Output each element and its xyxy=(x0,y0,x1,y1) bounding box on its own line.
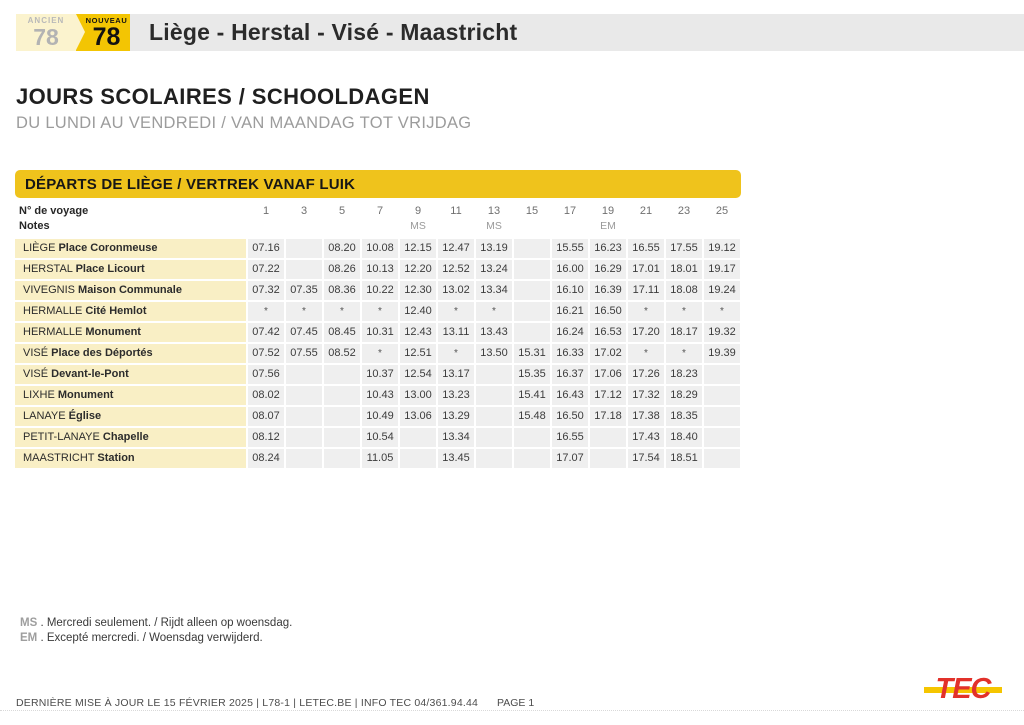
note-cell xyxy=(552,219,588,234)
stop-name: Monument xyxy=(57,389,114,401)
time-cell: 13.34 xyxy=(476,281,512,300)
cut-line xyxy=(0,710,1024,711)
time-cell: * xyxy=(286,302,322,321)
time-cell: 17.02 xyxy=(590,344,626,363)
time-cell: 10.37 xyxy=(362,365,398,384)
notes-row-label: Notes xyxy=(19,220,50,232)
table-row xyxy=(15,219,741,234)
time-cell: 16.43 xyxy=(552,386,588,405)
trip-number-cell: 1 xyxy=(262,205,270,217)
time-cell: 10.49 xyxy=(362,407,398,426)
time-cell: 12.54 xyxy=(400,365,436,384)
table-row xyxy=(15,204,741,219)
stop-name: Monument xyxy=(85,326,141,338)
time-cell: 10.13 xyxy=(362,260,398,279)
time-cell: 07.52 xyxy=(248,344,284,363)
stop-label xyxy=(15,302,246,321)
time-cell: * xyxy=(666,344,702,363)
time-cell xyxy=(704,428,740,447)
stop-city: MAASTRICHT xyxy=(23,452,98,464)
old-line-number: 78 xyxy=(33,24,59,50)
time-cell: 17.26 xyxy=(628,365,664,384)
time-cell: 13.24 xyxy=(476,260,512,279)
trip-number-cell: 21 xyxy=(639,205,653,217)
time-cell: 17.07 xyxy=(552,449,588,468)
table-row xyxy=(15,407,741,426)
time-cell xyxy=(514,449,550,468)
tec-logo-text: TEC xyxy=(935,672,991,705)
trip-number-cell: 13 xyxy=(487,205,501,217)
stop-name: Devant-le-Pont xyxy=(51,368,129,380)
trip-number-cell: 7 xyxy=(376,205,384,217)
time-cell: 07.35 xyxy=(286,281,322,300)
time-cell: 10.54 xyxy=(362,428,398,447)
time-cell xyxy=(514,239,550,258)
time-cell: 15.31 xyxy=(514,344,550,363)
time-cell: 13.34 xyxy=(438,428,474,447)
time-cell: 16.33 xyxy=(552,344,588,363)
timetable-title-bar: DÉPARTS DE LIÈGE / VERTREK VANAF LUIK xyxy=(15,170,741,198)
time-cell: 07.55 xyxy=(286,344,322,363)
trip-number-row-label: N° de voyage xyxy=(19,205,89,217)
time-cell: 10.43 xyxy=(362,386,398,405)
time-cell: 18.01 xyxy=(666,260,702,279)
stop-name: Maison Communale xyxy=(78,284,182,296)
footer-info: DERNIÈRE MISE À JOUR LE 15 FÉVRIER 2025 | L78-1 | LETEC.BE | INFO TEC 04/361.94.44 xyxy=(16,697,479,709)
note-cell: EM xyxy=(600,220,616,232)
time-cell: 16.10 xyxy=(552,281,588,300)
time-cell: 17.43 xyxy=(628,428,664,447)
time-cell: 13.11 xyxy=(438,323,474,342)
trip-number-cell: 23 xyxy=(677,205,691,217)
trip-number-cell: 17 xyxy=(563,205,577,217)
table-row xyxy=(15,344,741,363)
time-cell: * xyxy=(248,302,284,321)
time-cell xyxy=(704,386,740,405)
route-title: Liège - Herstal - Visé - Maastricht xyxy=(130,14,1024,51)
time-cell xyxy=(286,239,322,258)
time-cell: 10.22 xyxy=(362,281,398,300)
stop-name: Église xyxy=(68,410,102,422)
time-cell: 17.12 xyxy=(590,386,626,405)
time-cell: * xyxy=(666,302,702,321)
time-cell xyxy=(476,407,512,426)
time-cell: 08.02 xyxy=(248,386,284,405)
time-cell: 10.08 xyxy=(362,239,398,258)
timetable xyxy=(15,170,741,470)
section-subtitle: DU LUNDI AU VENDREDI / VAN MAANDAG TOT VRIJDAG xyxy=(16,114,472,132)
time-cell: 15.48 xyxy=(514,407,550,426)
stop-name: Place Licourt xyxy=(75,263,145,275)
stop-label xyxy=(15,365,246,384)
time-cell: 07.22 xyxy=(248,260,284,279)
time-cell: 16.29 xyxy=(590,260,626,279)
time-cell xyxy=(324,386,360,405)
time-cell xyxy=(514,260,550,279)
time-cell: 17.54 xyxy=(628,449,664,468)
stop-city: VISÉ xyxy=(23,368,52,380)
stop-name: Chapelle xyxy=(102,431,149,443)
legend-code: EM xyxy=(20,632,38,644)
time-cell: 16.23 xyxy=(590,239,626,258)
new-line-label: NOUVEAU xyxy=(85,15,128,25)
time-cell: 18.08 xyxy=(666,281,702,300)
time-cell: 18.29 xyxy=(666,386,702,405)
legend xyxy=(20,616,292,646)
time-cell: 10.31 xyxy=(362,323,398,342)
legend-line xyxy=(20,616,292,631)
time-cell: 18.40 xyxy=(666,428,702,447)
stop-label xyxy=(15,323,246,342)
time-cell xyxy=(514,428,550,447)
time-cell: 13.45 xyxy=(438,449,474,468)
stop-city: HERMALLE xyxy=(23,326,86,338)
time-cell: 08.52 xyxy=(324,344,360,363)
time-cell: 17.55 xyxy=(666,239,702,258)
time-cell: 08.45 xyxy=(324,323,360,342)
time-cell: * xyxy=(704,302,740,321)
time-cell: 08.12 xyxy=(248,428,284,447)
time-cell: 12.15 xyxy=(400,239,436,258)
trip-number-cell: 5 xyxy=(338,205,346,217)
old-line-label: ANCIEN xyxy=(27,16,65,25)
time-cell: 16.39 xyxy=(590,281,626,300)
stop-name: Place Coronmeuse xyxy=(58,242,158,254)
time-cell: 12.52 xyxy=(438,260,474,279)
time-cell: 08.26 xyxy=(324,260,360,279)
note-cell xyxy=(628,219,664,234)
stop-city: LIÈGE xyxy=(23,242,59,254)
note-cell xyxy=(704,219,740,234)
legend-text: . Excepté mercredi. / Woensdag verwijderd. xyxy=(37,632,263,644)
time-cell xyxy=(286,428,322,447)
time-cell: 19.17 xyxy=(704,260,740,279)
time-cell: 07.56 xyxy=(248,365,284,384)
time-cell: 13.29 xyxy=(438,407,474,426)
stop-name: Station xyxy=(97,452,135,464)
table-row xyxy=(15,449,741,468)
stop-name: Place des Déportés xyxy=(51,347,153,359)
time-cell: 07.45 xyxy=(286,323,322,342)
trip-number-cell: 3 xyxy=(300,205,308,217)
time-cell: 13.00 xyxy=(400,386,436,405)
time-cell: 08.20 xyxy=(324,239,360,258)
time-cell xyxy=(514,281,550,300)
time-cell: 08.36 xyxy=(324,281,360,300)
legend-text: . Mercredi seulement. / Rijdt alleen op woensdag. xyxy=(37,617,293,629)
stop-city: HERMALLE xyxy=(23,305,86,317)
page-header xyxy=(16,14,1024,51)
trip-number-cell: 15 xyxy=(525,205,539,217)
time-cell xyxy=(286,449,322,468)
time-cell: 12.30 xyxy=(400,281,436,300)
time-cell: 19.32 xyxy=(704,323,740,342)
note-cell xyxy=(666,219,702,234)
table-row xyxy=(15,386,741,405)
time-cell: 17.11 xyxy=(628,281,664,300)
time-cell: 13.23 xyxy=(438,386,474,405)
time-cell: * xyxy=(362,302,398,321)
trip-number-cell: 25 xyxy=(715,205,729,217)
time-cell xyxy=(590,449,626,468)
time-cell: 08.07 xyxy=(248,407,284,426)
time-cell: 18.51 xyxy=(666,449,702,468)
old-line-badge xyxy=(16,14,76,51)
stop-label xyxy=(15,386,246,405)
time-cell xyxy=(286,365,322,384)
note-cell: MS xyxy=(486,220,502,232)
time-cell: 16.00 xyxy=(552,260,588,279)
stop-city: LANAYE xyxy=(23,410,69,422)
note-cell xyxy=(514,219,550,234)
time-cell xyxy=(400,449,436,468)
stop-label xyxy=(15,449,246,468)
time-cell: 07.16 xyxy=(248,239,284,258)
time-cell xyxy=(286,407,322,426)
time-cell xyxy=(704,407,740,426)
time-cell xyxy=(324,449,360,468)
note-cell xyxy=(362,219,398,234)
time-cell: * xyxy=(476,302,512,321)
time-cell: 17.20 xyxy=(628,323,664,342)
trip-number-cell: 11 xyxy=(450,205,462,217)
time-cell: 07.42 xyxy=(248,323,284,342)
time-cell: 16.50 xyxy=(590,302,626,321)
time-cell: * xyxy=(628,302,664,321)
table-row xyxy=(15,323,741,342)
time-cell: 13.43 xyxy=(476,323,512,342)
stop-city: VISÉ xyxy=(23,347,52,359)
stop-name: Cité Hemlot xyxy=(85,305,147,317)
time-cell xyxy=(476,365,512,384)
time-cell xyxy=(324,428,360,447)
time-cell xyxy=(476,449,512,468)
new-line-number: 78 xyxy=(92,22,121,51)
stop-city: HERSTAL xyxy=(23,263,76,275)
time-cell: * xyxy=(324,302,360,321)
stop-city: LIXHE xyxy=(23,389,58,401)
stop-label xyxy=(15,281,246,300)
time-cell: 12.43 xyxy=(400,323,436,342)
time-cell: 12.51 xyxy=(400,344,436,363)
stop-label xyxy=(15,344,246,363)
time-cell: 07.32 xyxy=(248,281,284,300)
time-cell xyxy=(286,386,322,405)
time-cell: 17.18 xyxy=(590,407,626,426)
stop-city: PETIT-LANAYE xyxy=(23,431,103,443)
time-cell: * xyxy=(438,302,474,321)
time-cell: 16.50 xyxy=(552,407,588,426)
stop-label xyxy=(15,260,246,279)
time-cell: 16.55 xyxy=(552,428,588,447)
time-cell xyxy=(476,428,512,447)
time-cell: * xyxy=(438,344,474,363)
time-cell: 08.24 xyxy=(248,449,284,468)
time-cell: 13.17 xyxy=(438,365,474,384)
time-cell: 13.19 xyxy=(476,239,512,258)
time-cell: 17.38 xyxy=(628,407,664,426)
note-cell xyxy=(438,219,474,234)
table-row xyxy=(15,428,741,447)
time-cell: 15.55 xyxy=(552,239,588,258)
time-cell xyxy=(476,386,512,405)
table-row xyxy=(15,260,741,279)
time-cell: * xyxy=(628,344,664,363)
tec-logo xyxy=(924,672,1002,706)
time-cell: 12.40 xyxy=(400,302,436,321)
time-cell: 16.21 xyxy=(552,302,588,321)
time-cell: 19.12 xyxy=(704,239,740,258)
time-cell: 17.01 xyxy=(628,260,664,279)
section-title: JOURS SCOLAIRES / SCHOOLDAGEN xyxy=(16,84,430,109)
time-cell: 18.17 xyxy=(666,323,702,342)
stop-label xyxy=(15,407,246,426)
time-cell: 15.35 xyxy=(514,365,550,384)
time-cell: 16.53 xyxy=(590,323,626,342)
trip-number-cell: 19 xyxy=(601,205,615,217)
table-row xyxy=(15,302,741,321)
time-cell: 13.50 xyxy=(476,344,512,363)
time-cell xyxy=(324,365,360,384)
legend-code: MS xyxy=(20,617,38,629)
time-cell: 16.24 xyxy=(552,323,588,342)
time-cell: 18.23 xyxy=(666,365,702,384)
time-cell: 16.37 xyxy=(552,365,588,384)
time-cell xyxy=(590,428,626,447)
time-cell: 15.41 xyxy=(514,386,550,405)
time-cell: * xyxy=(362,344,398,363)
time-cell xyxy=(324,407,360,426)
time-cell: 19.39 xyxy=(704,344,740,363)
footer-page-number: PAGE 1 xyxy=(497,697,535,709)
table-row xyxy=(15,239,741,258)
time-cell: 17.06 xyxy=(590,365,626,384)
time-cell xyxy=(514,323,550,342)
timetable-grid xyxy=(15,204,741,468)
time-cell: 12.20 xyxy=(400,260,436,279)
stop-label xyxy=(15,428,246,447)
time-cell: 18.35 xyxy=(666,407,702,426)
time-cell xyxy=(514,302,550,321)
note-cell xyxy=(248,219,284,234)
stop-label xyxy=(15,239,246,258)
table-row xyxy=(15,281,741,300)
time-cell: 17.32 xyxy=(628,386,664,405)
time-cell: 12.47 xyxy=(438,239,474,258)
time-cell: 13.02 xyxy=(438,281,474,300)
time-cell xyxy=(286,260,322,279)
note-cell xyxy=(324,219,360,234)
time-cell xyxy=(704,449,740,468)
time-cell xyxy=(400,428,436,447)
time-cell: 19.24 xyxy=(704,281,740,300)
note-cell: MS xyxy=(410,220,426,232)
time-cell: 16.55 xyxy=(628,239,664,258)
trip-number-cell: 9 xyxy=(414,205,422,217)
legend-line xyxy=(20,631,292,646)
note-cell xyxy=(286,219,322,234)
time-cell xyxy=(704,365,740,384)
table-row xyxy=(15,365,741,384)
stop-city: VIVEGNIS xyxy=(23,284,79,296)
time-cell: 13.06 xyxy=(400,407,436,426)
time-cell: 11.05 xyxy=(362,449,398,468)
